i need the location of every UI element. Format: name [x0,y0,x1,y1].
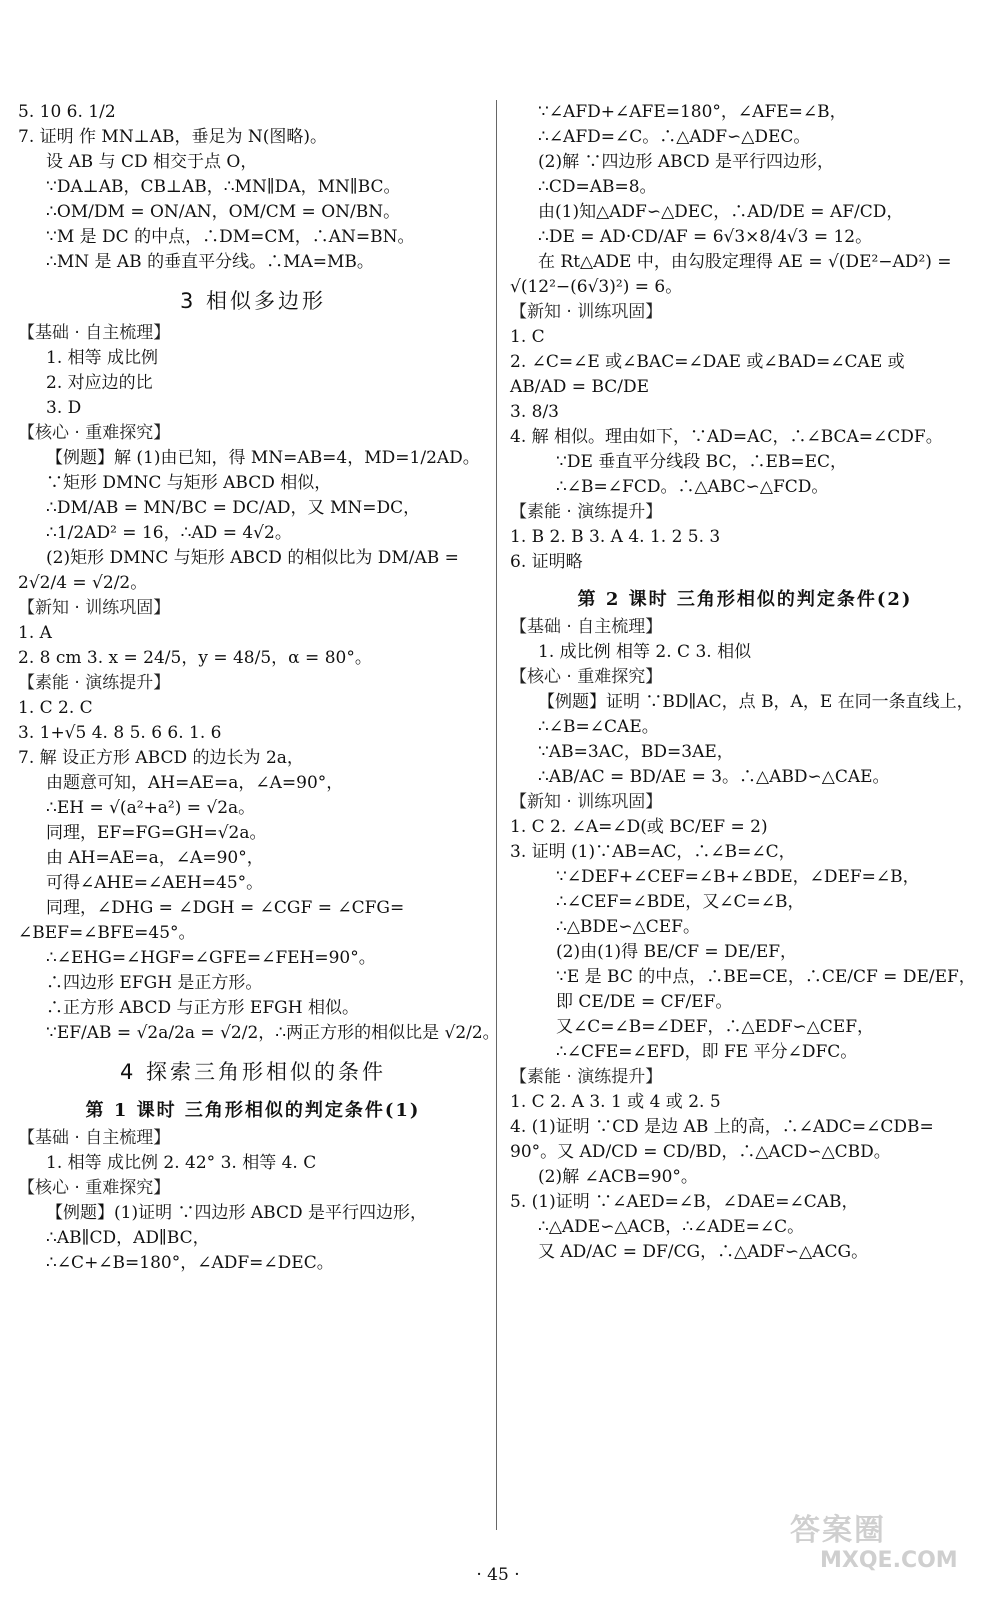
section-tag: 【素能 · 演练提升】 [18,673,171,693]
answer-line: ∴1/2AD² = 16，∴AD = 4√2。 [46,523,292,543]
section-title: 4 探索三角形相似的条件 [119,1060,387,1084]
section-tag: 【核心 · 重难探究】 [18,1178,171,1198]
answer-line: 1. A [18,623,52,643]
answer-line: ∠BEF=∠BFE=45°。 [18,923,196,943]
section-tag: 【新知 · 训练巩固】 [18,598,171,618]
answer-line: 又∠C=∠B=∠DEF，∴△EDF∽△CEF， [556,1017,874,1037]
answer-line: ∴AB/AC = BD/AE = 3。∴△ABD∽△CAE。 [538,767,890,787]
answer-block [510,325,980,500]
answer-line: 由 AH=AE=a，∠A=90°， [46,848,264,868]
answer-line: 可得∠AHE=∠AEH=45°。 [46,873,264,893]
answer-line: ∵DE 垂直平分线段 BC，∴EB=EC， [556,452,848,472]
answer-line: 2. 对应边的比 [46,373,153,393]
answer-block [18,346,488,421]
answer-line: 4. (1)证明 ∵CD 是边 AB 上的高，∴∠ADC=∠CDB= [510,1117,934,1137]
answer-line: 1. 成比例 相等 2. C 3. 相似 [538,642,752,662]
watermark-url: MXQE.COM [820,1548,958,1573]
answer-line: 在 Rt△ADE 中，由勾股定理得 AE = √(DE²−AD²) = [538,252,952,272]
answer-line: ∴DE = AD·CD/AF = 6√3×8/4√3 = 12。 [538,227,873,247]
answer-line: ∴∠CFE=∠EFD，即 FE 平分∠DFC。 [556,1042,858,1062]
answer-line: ∴△ADE∽△ACB，∴∠ADE=∠C。 [538,1217,805,1237]
section-tag: 【核心 · 重难探究】 [18,423,171,443]
answer-block [18,1151,488,1176]
answer-line: ∵M 是 DC 的中点，∴DM=CM，∴AN=BN。 [46,227,415,247]
answer-line: 1. C 2. A 3. 1 或 4 或 2. 5 [510,1092,721,1112]
answer-line: (2)解 ∠ACB=90°。 [538,1167,698,1187]
answer-line: 【例题】(1)证明 ∵四边形 ABCD 是平行四边形， [46,1203,428,1223]
answer-line: 2. ∠C=∠E 或∠BAC=∠DAE 或∠BAD=∠CAE 或 [510,352,905,372]
answer-block [510,815,980,1065]
answer-line: ∴CD=AB=8。 [538,177,657,197]
answer-block [510,525,980,575]
answer-line: ∴∠CEF=∠BDE，又∠C=∠B， [556,892,805,912]
answer-line: 1. C 2. C [18,698,93,718]
answer-line: ∴∠B=∠CAE。 [538,717,659,737]
answer-block [510,100,980,300]
column-divider [496,100,497,1530]
answer-line: √(12²−(6√3)²) = 6。 [510,277,683,297]
answer-block [18,100,488,275]
answer-line: ∵矩形 DMNC 与矩形 ABCD 相似， [46,473,332,493]
answer-line: ∴∠B=∠FCD。∴△ABC∽△FCD。 [556,477,829,497]
answer-line: ∴EH = √(a²+a²) = √2a。 [46,798,256,818]
answer-line: 3. 证明 (1)∵AB=AC，∴∠B=∠C， [510,842,796,862]
answer-line: ∵∠DEF+∠CEF=∠B+∠BDE，∠DEF=∠B， [556,867,920,887]
answer-line: 1. B 2. B 3. A 4. 1. 2 5. 3 [510,527,721,547]
answer-line: ∴OM/DM = ON/AN，OM/CM = ON/BN。 [46,202,401,222]
answer-block [510,690,980,790]
answer-line: 3. 1+√5 4. 8 5. 6 6. 1. 6 [18,723,222,743]
section-tag: 【素能 · 演练提升】 [510,1067,663,1087]
answer-line: 7. 解 设正方形 ABCD 的边长为 2a， [18,748,304,768]
answer-line: ∴正方形 ABCD 与正方形 EFGH 相似。 [46,998,359,1018]
section-tag: 【基础 · 自主梳理】 [510,617,663,637]
answer-line: 5. 10 6. 1/2 [18,102,116,122]
answer-line: 1. 相等 成比例 2. 42° 3. 相等 4. C [46,1153,317,1173]
answer-block [18,1201,488,1276]
answer-block [18,446,488,596]
answer-line: ∵EF/AB = √2a/2a = √2/2，∴两正方形的相似比是 √2/2。 [46,1023,500,1043]
answer-line: AB/AD = BC/DE [510,377,650,397]
answer-block [18,696,500,1046]
answer-line: 由题意可知，AH=AE=a，∠A=90°， [46,773,344,793]
answer-line: 1. C [510,327,545,347]
answer-line: ∵E 是 BC 的中点，∴BE=CE，∴CE/CF = DE/EF， [556,967,976,987]
answer-line: ∵DA⊥AB，CB⊥AB，∴MN∥DA，MN∥BC。 [46,177,401,197]
lesson-title: 第 1 课时 三角形相似的判定条件(1) [85,1100,421,1121]
answer-block [18,621,488,671]
answer-line: ∴△BDE∽△CEF。 [556,917,700,937]
answer-line: 4. 解 相似。理由如下，∵AD=AC，∴∠BCA=∠CDF。 [510,427,943,447]
watermark-logo: 答案圈 [790,1513,886,1548]
section-tag: 【基础 · 自主梳理】 [18,323,171,343]
answer-line: 2. 8 cm 3. x = 24/5，y = 48/5，α = 80°。 [18,648,372,668]
answer-line: 2√2/4 = √2/2。 [18,573,148,593]
answer-line: ∴∠AFD=∠C。∴△ADF∽△DEC。 [538,127,811,147]
answer-line: ∴四边形 EFGH 是正方形。 [46,973,263,993]
answer-line: 3. D [46,398,82,418]
answer-line: 3. 8/3 [510,402,559,422]
answer-line: 同理，EF=FG=GH=√2a。 [46,823,267,843]
right-column [510,100,980,1265]
answer-line: 【例题】证明 ∵BD∥AC，点 B，A，E 在同一条直线上， [538,692,974,712]
answer-block [510,1090,980,1265]
answer-line: 7. 证明 作 MN⊥AB，垂足为 N(图略)。 [18,127,328,147]
answer-line: 5. (1)证明 ∵∠AED=∠B，∠DAE=∠CAB， [510,1192,859,1212]
answer-line: 同理，∠DHG = ∠DGH = ∠CGF = ∠CFG= [46,898,405,918]
answer-line: (2)矩形 DMNC 与矩形 ABCD 的相似比为 DM/AB = [46,548,459,568]
section-tag: 【新知 · 训练巩固】 [510,792,663,812]
answer-line: 1. C 2. ∠A=∠D(或 BC/EF = 2) [510,817,768,837]
answer-line: (2)由(1)得 BE/CF = DE/EF， [556,942,798,962]
answer-line: ∴∠C+∠B=180°，∠ADF=∠DEC。 [46,1253,334,1273]
page-number: · 45 · [476,1565,520,1585]
answer-line: 90°。又 AD/CD = CD/BD，∴△ACD∽△CBD。 [510,1142,891,1162]
answer-line: 设 AB 与 CD 相交于点 O， [46,152,258,172]
answer-line: (2)解 ∵四边形 ABCD 是平行四边形， [538,152,835,172]
left-column [18,100,500,1276]
answer-block [510,640,980,665]
answer-line: 又 AD/AC = DF/CG，∴△ADF∽△ACG。 [538,1242,869,1262]
answer-line: ∵∠AFD+∠AFE=180°，∠AFE=∠B， [538,102,847,122]
section-tag: 【核心 · 重难探究】 [510,667,663,687]
answer-line: 由(1)知△ADF∽△DEC，∴AD/DE = AF/CD， [538,202,904,222]
lesson-title: 第 2 课时 三角形相似的判定条件(2) [577,589,913,610]
answer-line: ∴∠EHG=∠HGF=∠GFE=∠FEH=90°。 [46,948,376,968]
answer-line: ∵AB=3AC，BD=3AE， [538,742,734,762]
answer-line: 6. 证明略 [510,552,583,572]
section-tag: 【基础 · 自主梳理】 [18,1128,171,1148]
section-tag: 【新知 · 训练巩固】 [510,302,663,322]
section-tag: 【素能 · 演练提升】 [510,502,663,522]
answer-line: 1. 相等 成比例 [46,348,159,368]
answer-line: 即 CE/DE = CF/EF。 [556,992,733,1012]
answer-line: 【例题】解 (1)由已知，得 MN=AB=4，MD=1/2AD。 [46,448,480,468]
section-title: 3 相似多边形 [179,289,327,313]
answer-line: ∴DM/AB = MN/BC = DC/AD，又 MN=DC， [46,498,421,518]
answer-line: ∴AB∥CD，AD∥BC， [46,1228,210,1248]
answer-line: ∴MN 是 AB 的垂直平分线。∴MA=MB。 [46,252,374,272]
